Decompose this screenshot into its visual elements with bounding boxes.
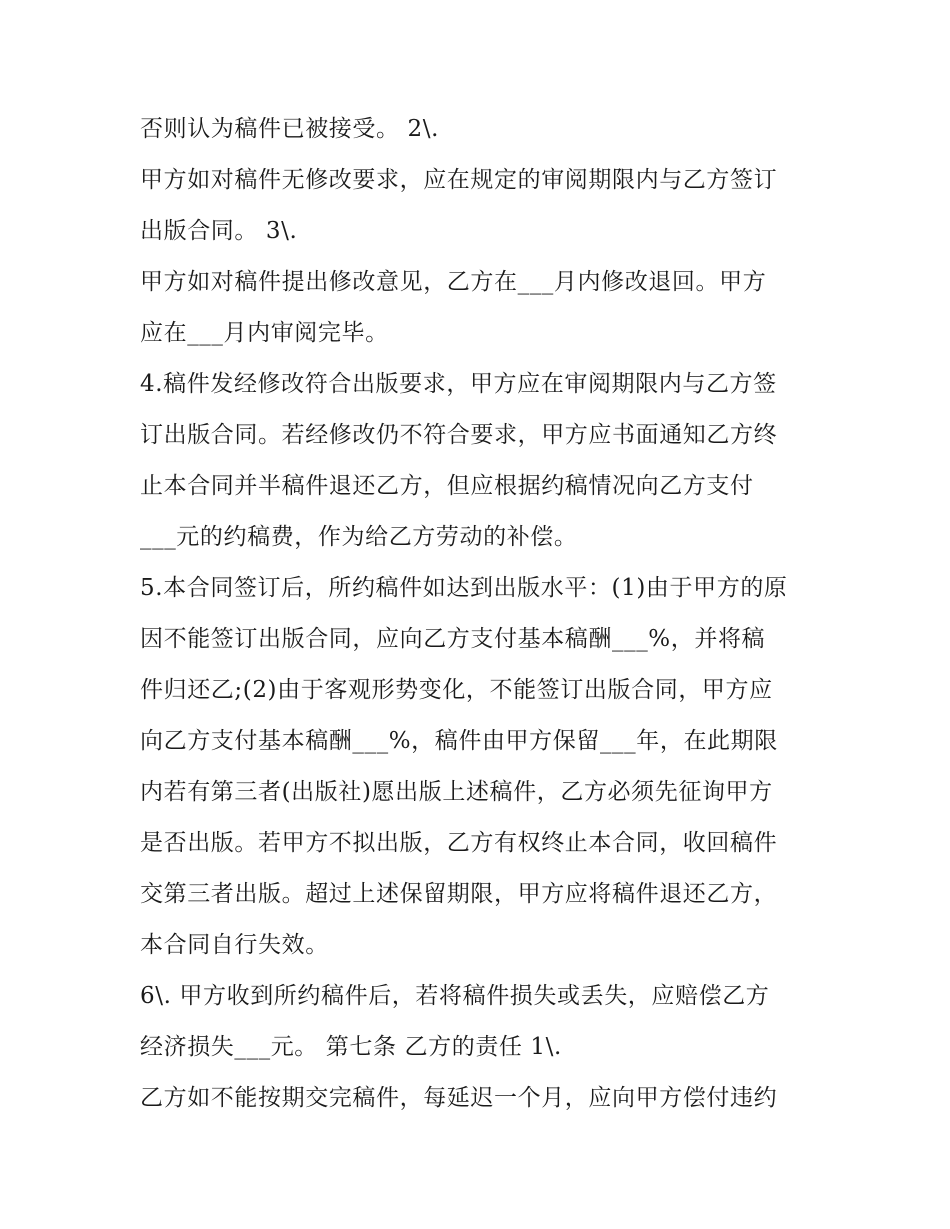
text-line: 本合同自行失效。: [140, 932, 329, 958]
text-line: 否则认为稿件已被接受。 2\.: [140, 116, 440, 142]
text-line: 应在___月内审阅完毕。: [140, 320, 389, 346]
text-line: 甲方如对稿件无修改要求，应在规定的审阅期限内与乙方签订: [140, 167, 778, 193]
contract-body-text: [140, 104, 820, 1124]
text-line: ___元的约稿费，作为给乙方劳动的补偿。: [140, 524, 578, 550]
text-line: 止本合同并半稿件退还乙方，但应根据约稿情况向乙方支付: [140, 473, 754, 499]
text-line: 是否出版。若甲方不拟出版，乙方有权终止本合同，收回稿件: [140, 830, 778, 856]
text-line: 经济损失___元。 第七条 乙方的责任 1\.: [140, 1034, 562, 1060]
text-line: 4.稿件发经修改符合出版要求，甲方应在审阅期限内与乙方签: [140, 371, 777, 397]
text-line: 5.本合同签订后，所约稿件如达到出版水平：(1)由于甲方的原: [140, 575, 788, 601]
text-line: 甲方如对稿件提出修改意见，乙方在___月内修改退回。甲方: [140, 269, 767, 295]
text-line: 因不能签订出版合同，应向乙方支付基本稿酬___%，并将稿: [140, 626, 766, 652]
text-line: 件归还乙;(2)由于客观形势变化，不能签订出版合同，甲方应: [140, 677, 773, 703]
text-line: 内若有第三者(出版社)愿出版上述稿件，乙方必须先征询甲方: [140, 779, 773, 805]
text-line: 乙方如不能按期交完稿件，每延迟一个月，应向甲方偿付违约: [140, 1085, 778, 1111]
text-line: 出版合同。 3\.: [140, 218, 298, 244]
text-line: 6\. 甲方收到所约稿件后，若将稿件损失或丢失，应赔偿乙方: [140, 983, 770, 1009]
text-line: 订出版合同。若经修改仍不符合要求，甲方应书面通知乙方终: [140, 422, 778, 448]
text-line: 交第三者出版。超过上述保留期限，甲方应将稿件退还乙方，: [140, 881, 778, 907]
text-line: 向乙方支付基本稿酬___%，稿件由甲方保留___年，在此期限: [140, 728, 778, 754]
